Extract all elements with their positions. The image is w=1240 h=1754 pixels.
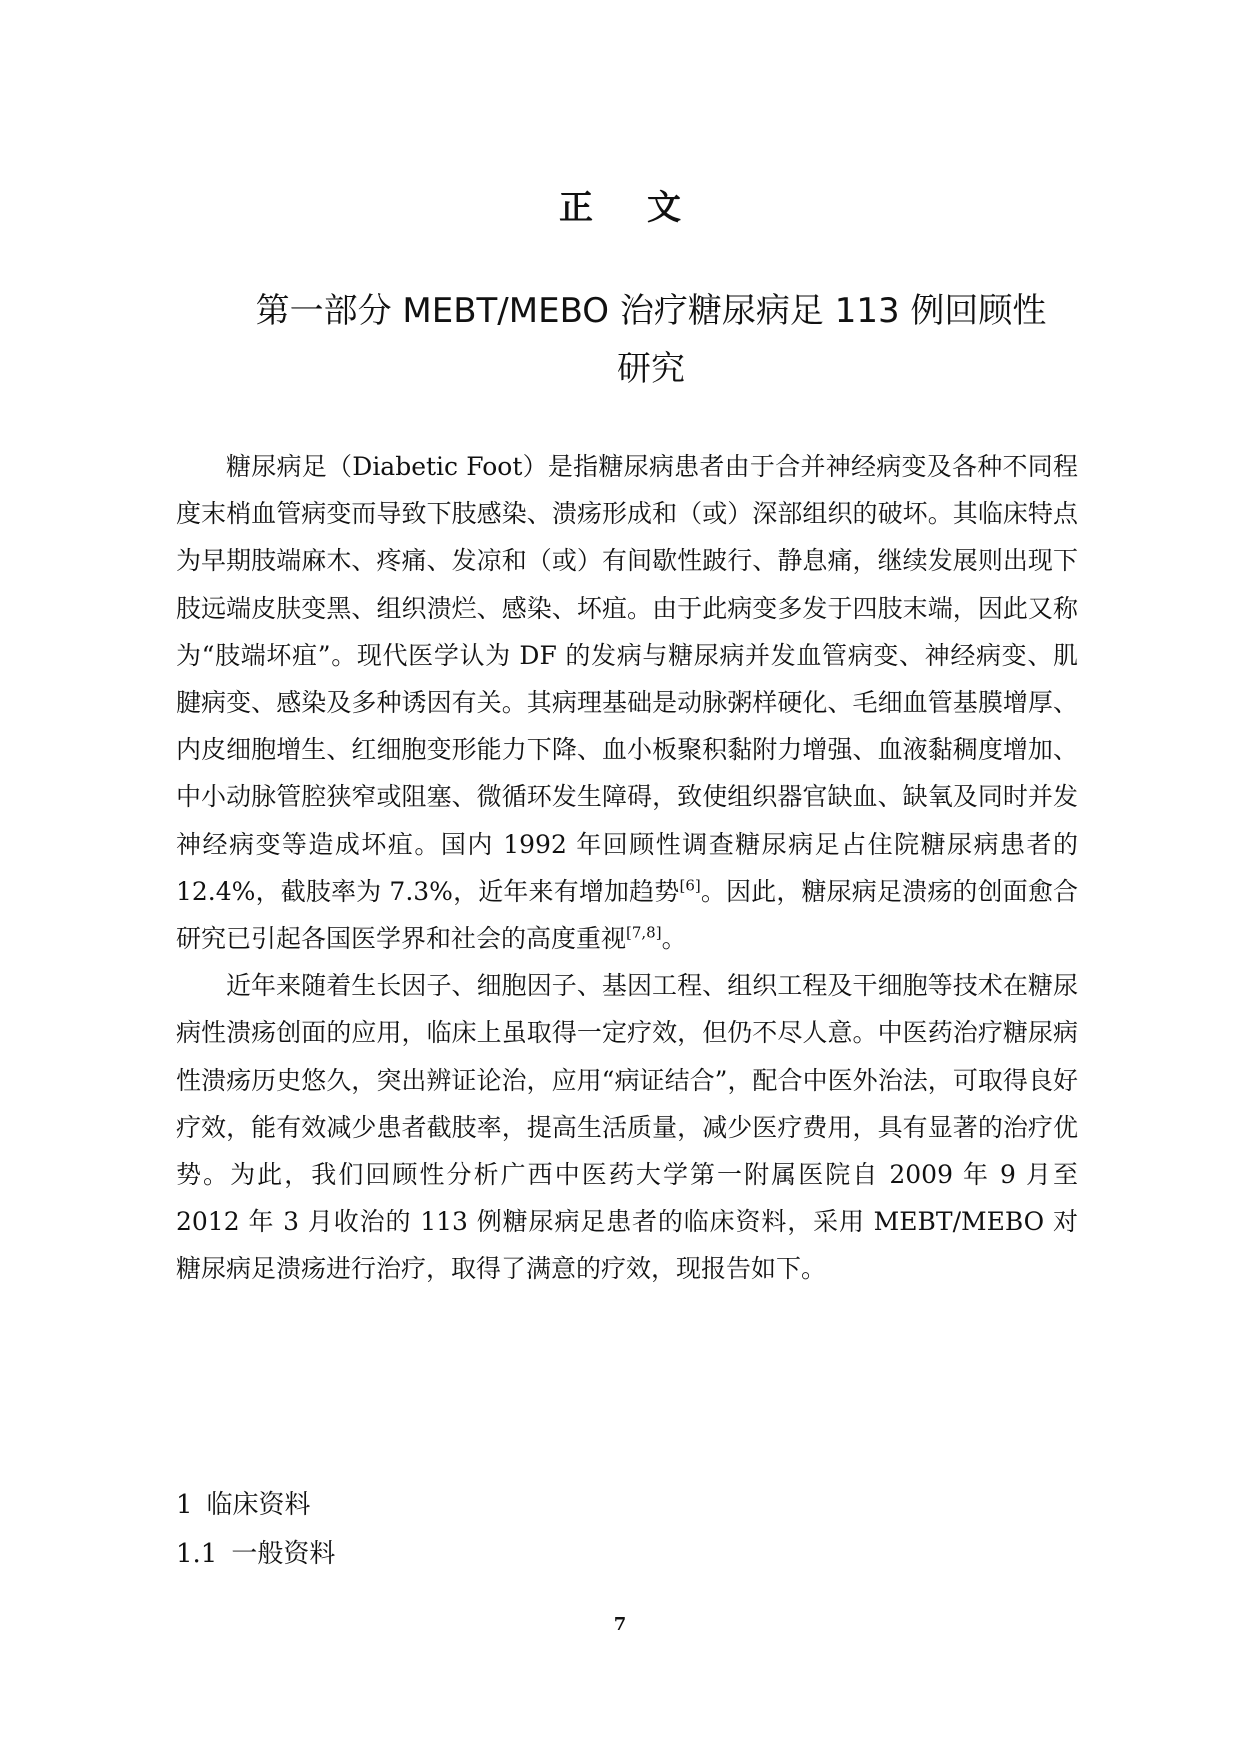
heading-clinical-data bbox=[176, 1484, 311, 1521]
part-title-line-1: 第一部分 MEBT/MEBO 治疗糖尿病足 113 例回顾性 bbox=[255, 291, 1047, 331]
part-title-line-2: 研究 bbox=[617, 349, 685, 389]
paragraph-1-text-a: 糖尿病足（Diabetic Foot）是指糖尿病患者由于合并神经病变及各种不同程度末梢血管病变而导致下肢感染、溃疡形成和（或）深部组织的破坏。其临床特点为早期肢端麻木、疼痛、发凉和（或）有间歇性跛行、静息痛，继续发展则出现下肢远端皮肤变黑、组织溃烂、感染、坏疽。由于此病变多发于四肢末端，因此又称为“肢端坏疽”。现代医学认为 DF 的发病与糖尿病并发血管病变、神经病变、肌腱病变、感染及多种诱因有关。其病理基础是动脉粥样硬化、毛细血管基膜增厚、内皮细胞增生、红细胞变形能力下降、血小板聚积黏附力增强、血液黏稠度增加、中小动脉管腔狭窄或阻塞、微循环发生障碍，致使组织器官缺血、缺氧及同时并发神经病变等造成坏疽。国内 1992 年回顾性调查糖尿病足占住院糖尿病患者的 12.4%，截肢率为 7.3%，近年来有增加趋势 bbox=[176, 452, 1078, 906]
heading-general-data-number: 1.1 bbox=[176, 1539, 218, 1569]
body-text bbox=[176, 443, 1078, 1293]
page-number: 7 bbox=[613, 1614, 627, 1635]
heading-general-data-label: 一般资料 bbox=[231, 1539, 336, 1569]
section-heading bbox=[0, 180, 1240, 229]
citation-6: [6] bbox=[679, 876, 701, 895]
citation-7-8: [7,8] bbox=[626, 923, 662, 942]
paragraph-1 bbox=[176, 443, 1078, 962]
paragraph-1-text-c: 。 bbox=[661, 924, 687, 954]
part-title bbox=[176, 282, 1126, 398]
heading-clinical-data-label: 临床资料 bbox=[206, 1490, 311, 1520]
heading-general-data bbox=[176, 1533, 335, 1570]
paragraph-1-text-b: 。因此，糖尿病足溃疡的创面愈合研究已引起各国医学界和社会的高度重视 bbox=[176, 876, 1078, 954]
section-heading-char-1: 正 bbox=[559, 188, 593, 228]
heading-clinical-data-number: 1 bbox=[176, 1490, 193, 1520]
paragraph-2: 近年来随着生长因子、细胞因子、基因工程、组织工程及干细胞等技术在糖尿病性溃疡创面的应用，临床上虽取得一定疗效，但仍不尽人意。中医药治疗糖尿病性溃疡历史悠久，突出辨证论治，应用“病证结合”，配合中医外治法，可取得良好疗效，能有效减少患者截肢率，提高生活质量，减少医疗费用，具有显著的治疗优势。为此，我们回顾性分析广西中医药大学第一附属医院自 2009 年 9 月至 2012 年 3 月收治的 113 例糖尿病足患者的临床资料，采用 MEBT/MEBO 对糖尿病足溃疡进行治疗，取得了满意的疗效，现报告如下。 bbox=[176, 971, 1078, 1284]
section-heading-char-2: 文 bbox=[647, 188, 681, 228]
